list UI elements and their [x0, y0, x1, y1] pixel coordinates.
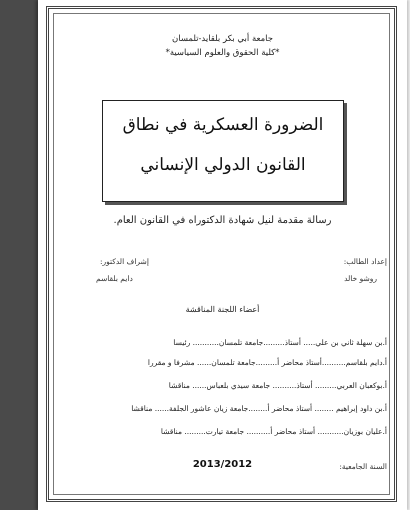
committee-member: أ.دايم بلقاسم..........أستاذ محاضر أ.........جامعة تلمسان...... مشرفا و مقررا — [147, 358, 387, 367]
university-name: جامعة أبي بكر بلقايد-تلمسان — [172, 34, 273, 44]
thesis-title-line2: القانون الدولي الإنساني — [140, 155, 306, 175]
academic-year-value: 2013/2012 — [192, 459, 253, 470]
student-name: روشو خالد — [344, 274, 377, 283]
committee-member: أ.بن داود إبراهيم ........ أستاذ محاضر أ........جامعة زيان عاشور الجلفة...... مناقشا — [131, 404, 387, 413]
page-border-inner — [53, 13, 390, 495]
viewer-gutter — [0, 0, 38, 510]
committee-member: أ.بن سهلة ثاني بن علي..... أستاذ.........جامعة تلمسان........... رئيسا — [173, 338, 387, 347]
committee-title: أعضاء اللجنة المناقشة — [185, 305, 260, 314]
thesis-title-line1: الضرورة العسكرية في نطاق — [122, 115, 324, 135]
supervisor-label: إشراف الدكتور: — [100, 257, 149, 266]
thesis-subtitle: رسالة مقدمة لنيل شهادة الدكتوراه في القانون العام. — [113, 215, 332, 226]
title-box — [102, 100, 344, 202]
faculty-name: *كلية الحقوق والعلوم السياسية* — [165, 48, 280, 58]
committee-member: أ.بوكعبان العربي......... أستاذ.......... جامعة سيدي بلعباس...... مناقشا — [168, 381, 387, 390]
supervisor-name: دايم بلقاسم — [96, 274, 133, 283]
document-page — [38, 0, 407, 510]
committee-member: أ.عليان بوزيان........... أستاذ محاضر أ.......... جامعة تيارت......... مناقشا — [160, 427, 387, 436]
student-label: إعداد الطالب: — [343, 257, 387, 266]
academic-year-label: السنة الجامعية: — [339, 462, 387, 471]
